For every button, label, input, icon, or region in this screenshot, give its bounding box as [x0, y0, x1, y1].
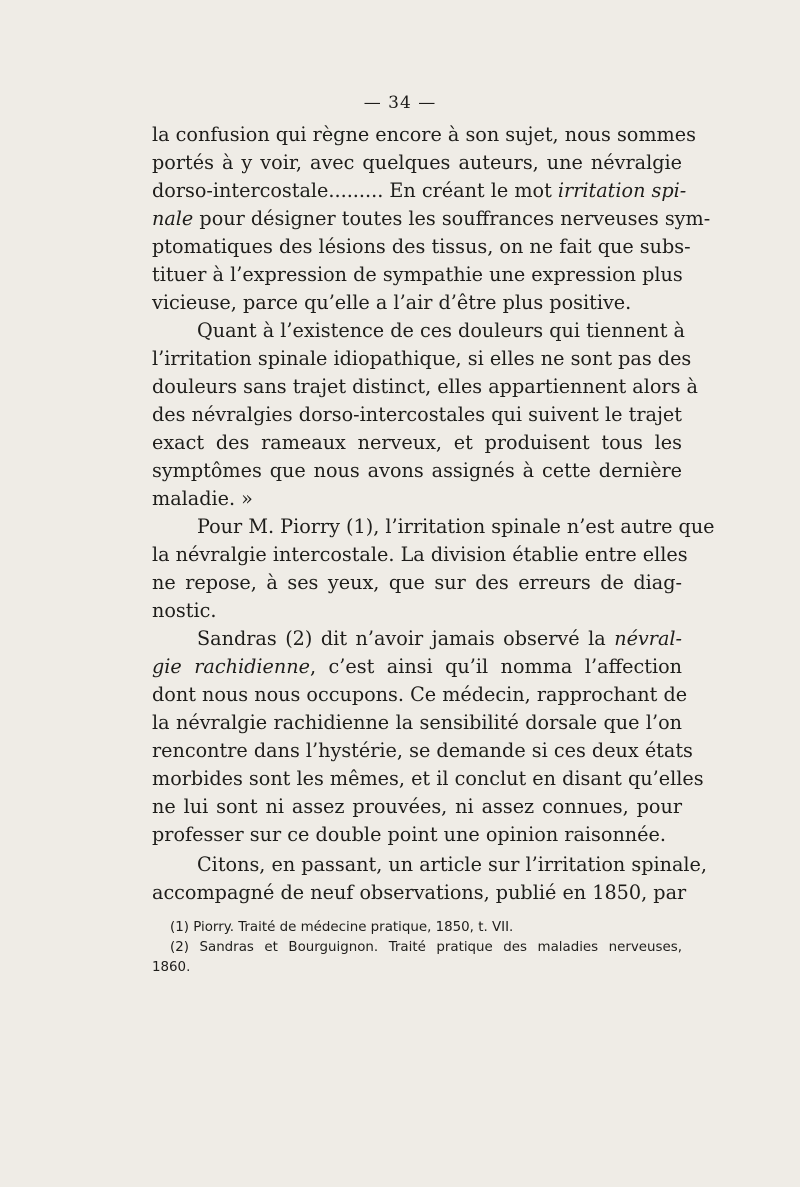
text-line: vicieuse, parce qu’elle a l’air d’être plus positive.: [152, 291, 632, 314]
text-line: professer sur ce double point une opinion raisonnée.: [152, 823, 666, 846]
text-line: exact des rameaux nerveux, et produisent tous les: [152, 431, 682, 454]
text-line: des névralgies dorso-intercostales qui suivent le trajet: [152, 403, 682, 426]
text-line: symptômes que nous avons assignés à cette dernière: [152, 459, 682, 482]
text-line: portés à y voir, avec quelques auteurs, une névralgie: [152, 151, 682, 174]
text-segment: pour désigner toutes les souffrances nerveuses sym-: [199, 207, 711, 230]
text-line: maladie. »: [152, 487, 253, 510]
text-line: Pour M. Piorry (1), l’irritation spinale n’est autre que: [197, 515, 715, 538]
text-line: l’irritation spinale idiopathique, si elles ne sont pas des: [152, 347, 692, 370]
text-line: [152, 205, 711, 233]
text-segment: , c’est ainsi qu’il nomma l’affection: [309, 655, 682, 678]
italic-term: névral-: [614, 627, 683, 650]
text-line: ne lui sont ni assez prouvées, ni assez connues, pour: [152, 795, 682, 818]
text-line: la confusion qui règne encore à son sujet, nous sommes: [152, 123, 696, 146]
text-line: [152, 653, 682, 681]
italic-term: nale: [152, 207, 194, 230]
text-line: ptomatiques des lésions des tissus, on ne fait que subs-: [152, 235, 691, 258]
italic-term: irritation spi-: [557, 179, 687, 202]
text-line: morbides sont les mêmes, et il conclut en disant qu’elles: [152, 767, 704, 790]
text-segment: dorso-intercostale......... En créant le mot: [152, 179, 552, 202]
text-line: [152, 177, 687, 205]
text-line: Citons, en passant, un article sur l’irritation spinale,: [197, 853, 708, 876]
text-segment: Sandras (2) dit n’avoir jamais observé la: [197, 627, 606, 650]
text-line: [197, 625, 682, 653]
text-line: la névralgie rachidienne la sensibilité dorsale que l’on: [152, 711, 682, 734]
text-line: douleurs sans trajet distinct, elles appartiennent alors à: [152, 375, 698, 398]
italic-term: gie rachidienne: [152, 655, 310, 678]
page-number: — 34 —: [363, 93, 437, 113]
footnote-2: (2) Sandras et Bourguignon. Traité pratique des maladies nerveuses,: [170, 940, 682, 955]
text-line: Quant à l’existence de ces douleurs qui tiennent à: [197, 319, 685, 342]
text-line: la névralgie intercostale. La division établie entre elles: [152, 543, 688, 566]
footnote-2-continued: 1860.: [152, 960, 191, 975]
text-line: accompagné de neuf observations, publié en 1850, par: [152, 881, 687, 904]
footnote-1: (1) Piorry. Traité de médecine pratique, 1850, t. VII.: [170, 920, 514, 935]
text-line: tituer à l’expression de sympathie une expression plus: [152, 263, 683, 286]
text-line: dont nous nous occupons. Ce médecin, rapprochant de: [152, 683, 688, 706]
text-line: nostic.: [152, 599, 217, 622]
text-line: ne repose, à ses yeux, que sur des erreurs de diag-: [152, 571, 682, 594]
text-line: rencontre dans l’hystérie, se demande si ces deux états: [152, 739, 693, 762]
